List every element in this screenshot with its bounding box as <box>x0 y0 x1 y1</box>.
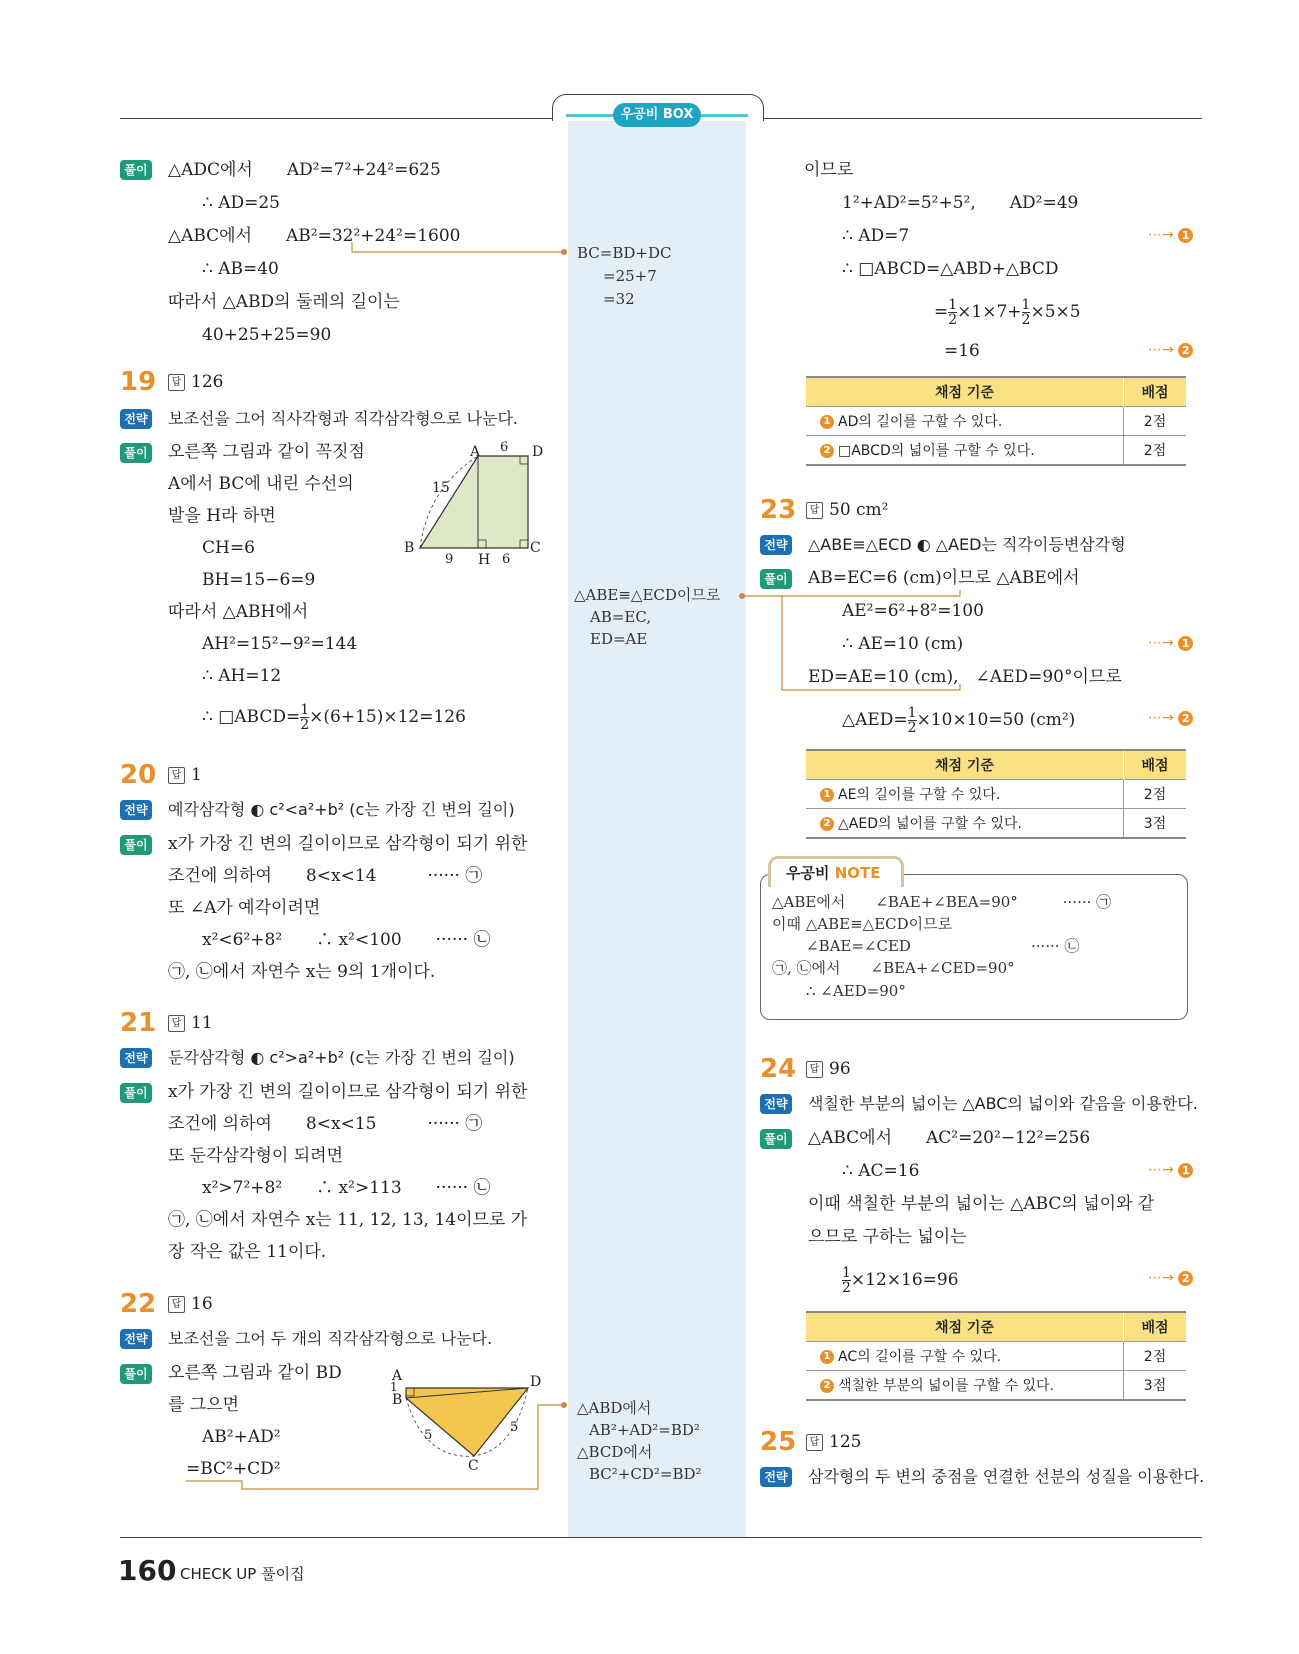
answer-icon: 답 <box>806 1434 823 1451</box>
s24-line: △ABC에서 AC²=20²−12²=256 <box>808 1128 1091 1148</box>
arrow: ⋯→ <box>1148 1162 1174 1178</box>
answer-value: 50 cm² <box>829 500 889 520</box>
step-marker <box>1148 635 1193 651</box>
answer-icon: 답 <box>806 502 823 519</box>
s22-line: 오른쪽 그림과 같이 BD <box>168 1363 342 1383</box>
strategy-text: 예각삼각형 ◐ c²<a²+b² (c는 가장 긴 변의 길이) <box>168 800 515 819</box>
fig-label: 6 <box>500 440 509 455</box>
s21-line: x가 가장 긴 변의 길이이므로 삼각형이 되기 위한 <box>168 1082 528 1102</box>
answer-icon: 답 <box>168 374 185 391</box>
answer <box>806 1432 861 1452</box>
s23-connector <box>738 588 968 698</box>
s24-line: 이때 색칠한 부분의 넓이는 △ABC의 넓이와 같 <box>808 1194 1155 1214</box>
box-note-line: △BCD에서 <box>577 1443 653 1461</box>
note-title-b: NOTE <box>834 864 881 882</box>
fig-label: C <box>468 1458 479 1474</box>
strategy-badge: 전략 <box>120 1329 152 1349</box>
step-number: 2 <box>1178 1271 1193 1286</box>
frac-den: 2 <box>300 717 310 733</box>
s23-line: ED=AE=10 (cm), ∠AED=90°이므로 <box>808 667 1122 687</box>
note-title-a: 우공비 <box>786 864 835 882</box>
s22-line: AB²+AD² <box>202 1427 281 1447</box>
step-number: 2 <box>820 817 834 831</box>
solution-badge: 풀이 <box>760 1129 792 1149</box>
answer <box>806 500 889 520</box>
solution-badge: 풀이 <box>120 443 152 463</box>
step-number: 1 <box>820 788 834 802</box>
solution-badge: 풀이 <box>760 569 792 589</box>
header-rule-left <box>120 118 552 119</box>
step-number: 1 <box>1178 636 1193 651</box>
quadrilateral-figure <box>394 1370 544 1470</box>
step-marker <box>1148 1270 1193 1286</box>
arrow: ⋯→ <box>1148 1270 1174 1286</box>
footer-rule <box>120 1537 1202 1538</box>
s19-area-start: ∴ □ABCD= <box>202 707 301 727</box>
step-marker <box>1148 342 1193 358</box>
frac-den: 2 <box>842 1280 851 1296</box>
expr-part: ×10×10=50 (cm²) <box>916 710 1076 730</box>
table-cell <box>806 1371 1124 1401</box>
box-note-line: BC²+CD²=BD² <box>589 1465 702 1483</box>
strategy-text: 둔각삼각형 ◐ c²>a²+b² (c는 가장 긴 변의 길이) <box>168 1048 515 1067</box>
fraction-half <box>908 706 917 735</box>
fig-label: A <box>392 1368 403 1384</box>
frac-num: 1 <box>948 297 958 313</box>
problem-number: 21 <box>120 1008 157 1038</box>
frac-den: 2 <box>1021 312 1031 328</box>
expr-part: △AED= <box>842 710 908 730</box>
s24-line: ∴ AC=16 <box>842 1161 920 1181</box>
table-header: 채점 기준 <box>806 1312 1124 1342</box>
box-note-line: AB²+AD²=BD² <box>589 1421 700 1439</box>
s23-line: ∴ AE=10 (cm) <box>842 634 964 654</box>
answer-icon: 답 <box>168 767 185 784</box>
box-note-line: =32 <box>603 290 635 308</box>
criterion: 색칠한 부분의 넓이를 구할 수 있다. <box>838 1378 1055 1394</box>
s21-line: x²>7²+8² ∴ x²>113 ······ ㉡ <box>202 1178 491 1198</box>
frac-num: 1 <box>842 1265 851 1281</box>
s19-area-line <box>202 703 466 732</box>
s18-line: ∴ AD=25 <box>202 193 281 213</box>
step-number: 1 <box>1178 1163 1193 1178</box>
fig-label: D <box>532 444 544 460</box>
s22-cont-line: =16 <box>944 341 980 361</box>
s19-line: 발을 H라 하면 <box>168 506 276 526</box>
answer-icon: 답 <box>168 1296 185 1313</box>
fraction-half <box>842 1266 851 1295</box>
note-line: ∠BAE=∠CED ······ ㉡ <box>806 937 1080 955</box>
note-line: ㉠, ㉡에서 ∠BEA+∠CED=90° <box>772 959 1015 977</box>
s23-line: AE²=6²+8²=100 <box>842 601 984 621</box>
fig-label: D <box>530 1374 542 1390</box>
s23-area-line <box>842 706 1075 735</box>
problem-number: 22 <box>120 1289 157 1319</box>
fig-label: 5 <box>424 1428 433 1443</box>
table-cell: 2점 <box>1124 1342 1187 1371</box>
strategy-text: 색칠한 부분의 넓이는 △ABC의 넓이와 같음을 이용한다. <box>808 1094 1198 1113</box>
scoring-table <box>806 376 1186 466</box>
strategy-badge: 전략 <box>760 1467 792 1487</box>
strategy-text: 보조선을 그어 직사각형과 직각삼각형으로 나눈다. <box>168 409 519 428</box>
table-cell: 2점 <box>1124 436 1187 466</box>
s22-cont-line: ∴ □ABCD=△ABD+△BCD <box>842 259 1059 279</box>
note-line: 이때 △ABE≡△ECD이므로 <box>772 915 953 933</box>
problem-number: 24 <box>760 1054 797 1084</box>
s22-cont-line: 이므로 <box>804 160 854 180</box>
frac-num: 1 <box>300 702 310 718</box>
fig-label: H <box>478 552 491 568</box>
s19-area-end: ×(6+15)×12=126 <box>309 707 466 727</box>
fig-label: 6 <box>502 552 511 567</box>
arrow: ⋯→ <box>1148 710 1174 726</box>
answer-icon: 답 <box>168 1015 185 1032</box>
expr-part: ×5×5 <box>1030 302 1081 322</box>
table-cell <box>806 780 1124 809</box>
header-rule-right <box>762 118 1202 119</box>
table-cell <box>806 809 1124 839</box>
answer-value: 11 <box>191 1013 213 1033</box>
s20-line: x²<6²+8² ∴ x²<100 ······ ㉡ <box>202 930 491 950</box>
table-header: 배점 <box>1124 750 1187 780</box>
fraction-half <box>300 703 309 732</box>
box-note-line: △ABD에서 <box>577 1399 652 1417</box>
table-cell: 2점 <box>1124 780 1187 809</box>
s20-line: x가 가장 긴 변의 길이이므로 삼각형이 되기 위한 <box>168 834 528 854</box>
answer <box>168 765 202 785</box>
s18-line: △ABC에서 AB²=32²+24²=1600 <box>168 226 461 246</box>
s19-line: ∴ AH=12 <box>202 666 282 686</box>
answer-value: 16 <box>191 1294 213 1314</box>
scoring-table <box>806 1311 1186 1401</box>
table-cell: 3점 <box>1124 809 1187 839</box>
step-number: 1 <box>820 1350 834 1364</box>
fig-label: A <box>470 444 481 460</box>
criterion: □ABCD의 넓이를 구할 수 있다. <box>838 443 1035 459</box>
footer-title: CHECK UP 풀이집 <box>180 1565 305 1583</box>
table-header: 채점 기준 <box>806 377 1124 407</box>
expr-part: ×1×7+ <box>957 302 1022 322</box>
step-number: 2 <box>1178 711 1193 726</box>
answer-value: 126 <box>191 372 224 392</box>
s24-line: 으므로 구하는 넓이는 <box>808 1227 967 1247</box>
s18-line: 따라서 △ABD의 둘레의 길이는 <box>168 292 400 312</box>
s23-line: AB=EC=6 (cm)이므로 △ABE에서 <box>808 568 1080 588</box>
fig-label: B <box>392 1392 403 1408</box>
answer <box>806 1059 851 1079</box>
s19-line: 따라서 △ABH에서 <box>168 602 309 622</box>
table-cell: 3점 <box>1124 1371 1187 1401</box>
problem-number: 19 <box>120 367 157 397</box>
arrow: ⋯→ <box>1148 227 1174 243</box>
page-number: 160 <box>118 1554 177 1587</box>
problem-number: 25 <box>760 1427 797 1457</box>
s24-area-line <box>842 1266 959 1295</box>
criterion: AD의 길이를 구할 수 있다. <box>838 414 1003 430</box>
note-line: ∴ ∠AED=90° <box>806 982 906 1000</box>
fig-label: 1 <box>390 1380 398 1394</box>
strategy-badge: 전략 <box>760 535 792 555</box>
criterion: AC의 길이를 구할 수 있다. <box>838 1349 1002 1365</box>
solution-badge: 풀이 <box>120 1083 152 1103</box>
s18-line: ∴ AB=40 <box>202 259 279 279</box>
criterion: AE의 길이를 구할 수 있다. <box>838 787 1001 803</box>
strategy-text: △ABE≡△ECD ◐ △AED는 직각이등변삼각형 <box>808 535 1126 554</box>
solution-badge: 풀이 <box>120 160 152 180</box>
strategy-badge: 전략 <box>120 800 152 820</box>
s19-line: 오른쪽 그림과 같이 꼭짓점 <box>168 442 365 462</box>
s21-line: 장 작은 값은 11이다. <box>168 1242 327 1262</box>
fig-label: 15 <box>432 480 450 496</box>
box-note-line: ED=AE <box>590 630 648 648</box>
arrow: ⋯→ <box>1148 635 1174 651</box>
table-header: 배점 <box>1124 1312 1187 1342</box>
s21-line: 조건에 의하여 8<x<15 ······ ㉠ <box>168 1114 483 1134</box>
strategy-badge: 전략 <box>760 1094 792 1114</box>
scoring-table <box>806 749 1186 839</box>
arrow: ⋯→ <box>1148 342 1174 358</box>
s18-line: 40+25+25=90 <box>202 325 332 345</box>
answer <box>168 1013 213 1033</box>
fraction-half <box>948 298 957 327</box>
step-marker <box>1148 227 1193 243</box>
answer-value: 125 <box>829 1432 862 1452</box>
frac-den: 2 <box>948 312 958 328</box>
s21-line: 또 둔각삼각형이 되려면 <box>168 1146 344 1166</box>
step-number: 2 <box>1178 343 1193 358</box>
s22-line: 를 그으면 <box>168 1395 240 1415</box>
s21-line: ㉠, ㉡에서 자연수 x는 11, 12, 13, 14이므로 가 <box>168 1210 528 1230</box>
table-header: 채점 기준 <box>806 750 1124 780</box>
step-number: 2 <box>820 1379 834 1393</box>
s19-line: A에서 BC에 내린 수선의 <box>168 474 354 494</box>
note-line: △ABE에서 ∠BAE+∠BEA=90° ······ ㉠ <box>772 893 1112 911</box>
table-cell <box>806 407 1124 436</box>
s22-cont-line: = $\frac{1}{2}$ ×1×7+ $\frac{1}{2}$ ×5×5 <box>934 297 1081 328</box>
strategy-badge: 전략 <box>120 409 152 429</box>
answer <box>168 1294 213 1314</box>
frac-num: 1 <box>1021 297 1031 313</box>
s20-line: ㉠, ㉡에서 자연수 x는 9의 1개이다. <box>168 962 436 982</box>
strategy-badge: 전략 <box>120 1048 152 1068</box>
strategy-text: 삼각형의 두 변의 중점을 연결한 선분의 성질을 이용한다. <box>808 1467 1205 1486</box>
note-title <box>786 862 881 883</box>
problem-number: 23 <box>760 495 797 525</box>
answer-icon: 답 <box>806 1061 823 1078</box>
table-cell: 2점 <box>1124 407 1187 436</box>
answer-value: 1 <box>191 765 202 785</box>
s19-line: CH=6 <box>202 538 255 558</box>
step-number: 1 <box>1178 228 1193 243</box>
s19-line: BH=15−6=9 <box>202 570 316 590</box>
box-title-badge: 우공비 BOX <box>613 103 701 127</box>
s18-connector <box>350 240 570 260</box>
box-column <box>568 110 746 1537</box>
s22-cont-line: ∴ AD=7 <box>842 226 910 246</box>
s20-line: 또 ∠A가 예각이려면 <box>168 898 321 918</box>
fig-label: 5 <box>510 1420 519 1435</box>
expr-part: ×12×16=96 <box>850 1270 959 1290</box>
step-marker <box>1148 1162 1193 1178</box>
box-note-line: BC=BD+DC <box>577 244 672 262</box>
step-number: 1 <box>820 415 834 429</box>
criterion: △AED의 넓이를 구할 수 있다. <box>838 816 1022 832</box>
s22-cont-line: 1²+AD²=5²+5², AD²=49 <box>842 193 1079 213</box>
table-header: 배점 <box>1124 377 1187 407</box>
table-cell <box>806 1342 1124 1371</box>
s18-line: △ADC에서 AD²=7²+24²=625 <box>168 160 441 180</box>
strategy-text: 보조선을 그어 두 개의 직각삼각형으로 나눈다. <box>168 1329 493 1348</box>
frac-den: 2 <box>907 720 917 736</box>
step-number: 2 <box>820 444 834 458</box>
s20-line: 조건에 의하여 8<x<14 ······ ㉠ <box>168 866 483 886</box>
frac-num: 1 <box>907 705 917 721</box>
answer <box>168 372 223 392</box>
s19-line: AH²=15²−9²=144 <box>202 634 358 654</box>
solution-badge: 풀이 <box>120 1364 152 1384</box>
answer-value: 96 <box>829 1059 851 1079</box>
solution-badge: 풀이 <box>120 835 152 855</box>
fig-label: C <box>530 540 541 556</box>
box-note-line: =25+7 <box>603 267 657 285</box>
box-note-line: △ABE≡△ECD이므로 <box>574 586 721 604</box>
problem-number: 20 <box>120 760 157 790</box>
table-cell <box>806 436 1124 466</box>
fig-label: B <box>404 540 415 556</box>
s22-line: =BC²+CD² <box>186 1459 281 1479</box>
box-note-line: AB=EC, <box>590 608 652 626</box>
step-marker <box>1148 710 1193 726</box>
fig-label: 9 <box>445 552 454 567</box>
